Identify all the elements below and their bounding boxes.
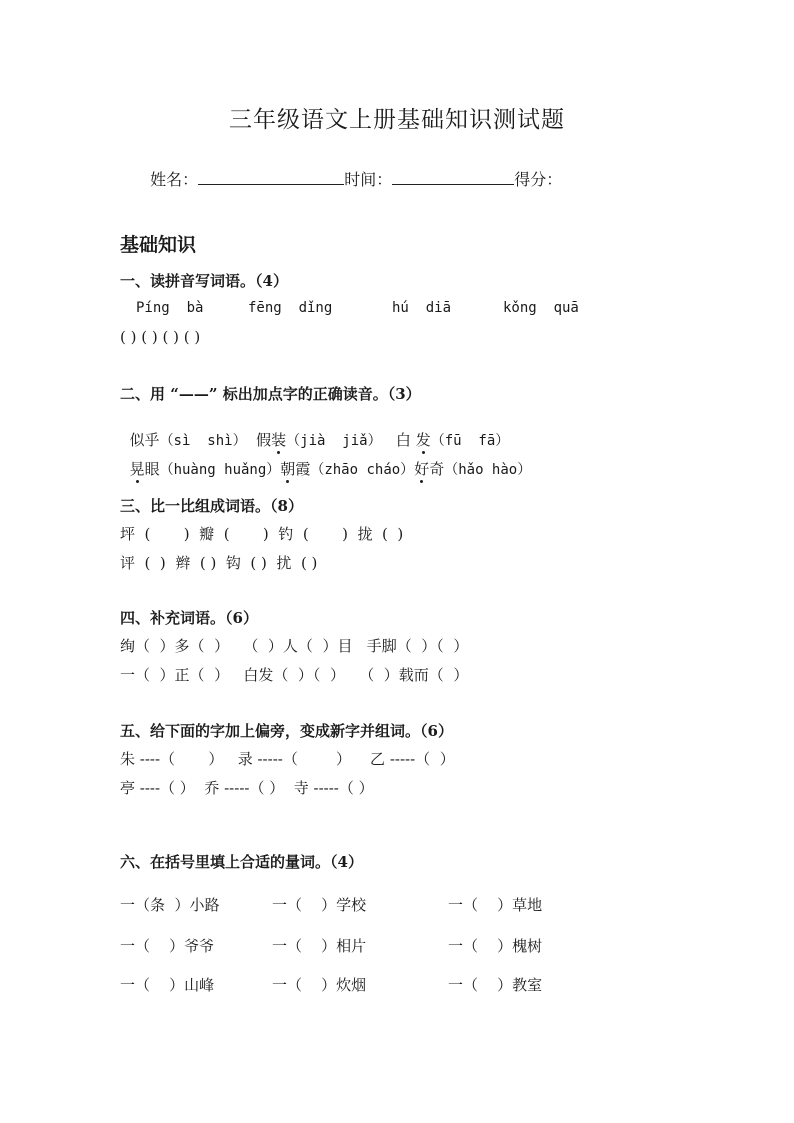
q2-options-5[interactable]: （zhāo cháo） <box>310 462 415 478</box>
q4-line-1[interactable]: 绚（ ）多（ ） （ ）人（ ）目 手脚（ ）（ ） <box>120 637 469 655</box>
q1-answer-line[interactable]: ( ) ( ) ( ) ( ) <box>120 328 201 346</box>
q1-pinyin-2: fēng dǐng <box>248 300 333 316</box>
time-label: 时间： <box>344 170 393 189</box>
q6-item[interactable]: 一（ ）炊烟 <box>272 976 367 994</box>
page-title: 三年级语文上册基础知识测试题 <box>229 107 565 133</box>
q2-options-2[interactable]: （jià jiǎ） <box>286 433 382 449</box>
q3-title: 三、比一比组成词语。（8） <box>120 497 303 515</box>
q1-pinyin-3: hú diā <box>392 300 452 316</box>
q6-item[interactable]: 一（ ）学校 <box>272 896 367 914</box>
q4-title: 四、补充词语。（6） <box>120 609 258 627</box>
q3-line-2[interactable]: 评 ( ) 辫 ( ) 钩 ( ) 扰 ( ) <box>120 554 318 572</box>
name-field <box>140 148 562 190</box>
q2-options-6[interactable]: （hǎo hào） <box>444 462 532 478</box>
q2-title: 二、用 “——” 标出加点字的正确读音。（3） <box>120 385 421 403</box>
q6-item[interactable]: 一（ ）相片 <box>272 937 367 955</box>
q2-word-4-rest: 眼 <box>144 460 160 478</box>
section-heading: 基础知识 <box>120 234 197 256</box>
q6-item[interactable]: 一（ ）槐树 <box>448 937 543 955</box>
score-label: 得分： <box>514 170 563 189</box>
q5-line-2[interactable]: 亭 ----（ ） 乔 -----（ ） 寺 -----（ ） <box>120 779 374 797</box>
q1-pinyin-1: Píng bà <box>136 300 204 316</box>
q2-word-5-rest: 霞 <box>295 460 311 478</box>
q2-line-2 <box>120 440 531 479</box>
q2-dotted-char-6: 好 <box>414 460 430 478</box>
q1-title: 一、读拼音写词语。（4） <box>120 272 288 290</box>
q2-options-3[interactable]: （fū fā） <box>430 433 510 449</box>
q2-word-2-pre: 假 <box>256 431 272 449</box>
q2-dotted-char-2: 装 <box>271 431 287 449</box>
q2-word-6-rest: 奇 <box>429 460 445 478</box>
q4-line-2[interactable]: 一（ ）正（ ） 白发（ ）（ ） （ ）载而（ ） <box>120 666 469 684</box>
name-blank[interactable] <box>198 170 344 185</box>
time-blank[interactable] <box>392 170 514 185</box>
q2-options-1[interactable]: （sì shì） <box>159 433 247 449</box>
q3-line-1[interactable]: 坪 ( ) 瓣 ( ) 钓 ( ) 拢 ( ) <box>120 525 404 543</box>
q6-item[interactable]: 一（ ）教室 <box>448 976 543 994</box>
q6-title: 六、在括号里填上合适的量词。（4） <box>120 853 363 871</box>
q2-dotted-char-4: 晃 <box>129 460 145 478</box>
q6-item[interactable]: 一（条 ）小路 <box>120 896 220 914</box>
q2-dotted-char-5: 朝 <box>280 460 296 478</box>
q5-line-1[interactable]: 朱 ----（ ） 录 -----（ ） 乙 -----（ ） <box>120 750 455 768</box>
q1-pinyin-4: kǒng quā <box>503 300 579 316</box>
q5-title: 五、给下面的字加上偏旁，变成新字并组词。（6） <box>120 722 453 740</box>
q6-item[interactable]: 一（ ）山峰 <box>120 976 215 994</box>
q2-word-3-pre: 白 <box>395 431 411 449</box>
q6-item[interactable]: 一（ ）草地 <box>448 896 543 914</box>
q6-item[interactable]: 一（ ）爷爷 <box>120 937 215 955</box>
q2-dotted-char-3: 发 <box>415 431 431 449</box>
q2-word-1: 似乎 <box>129 431 160 449</box>
name-label: 姓名： <box>150 170 199 189</box>
q2-options-4[interactable]: （huàng huǎng） <box>159 462 281 478</box>
